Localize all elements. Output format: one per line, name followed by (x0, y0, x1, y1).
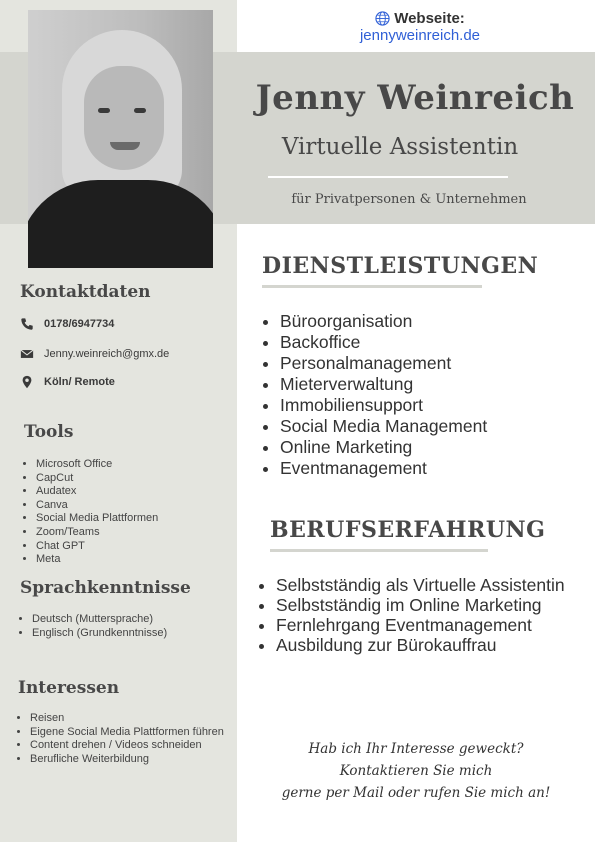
phone-number[interactable]: 0178/6947734 (44, 318, 115, 330)
list-item: • Fernlehrgang Eventmanagement (276, 615, 595, 635)
list-item: • Audatex (36, 485, 236, 499)
experience-heading: BERUFSERFAHRUNG (270, 517, 546, 543)
photo-body (28, 180, 213, 268)
closing-line: gerne per Mail oder rufen Sie mich an! (281, 785, 551, 801)
tools-heading: Tools (24, 422, 74, 442)
mail-icon (20, 347, 34, 361)
list-item: • Meta (36, 553, 236, 567)
photo-eye (134, 108, 146, 113)
person-name: Jenny Weinreich (255, 78, 575, 118)
phone-icon (20, 317, 34, 331)
list-item: • Selbstständig im Online Marketing (276, 595, 595, 615)
contact-location (20, 375, 115, 389)
list-item: • Ausbildung zur Bürokauffrau (276, 635, 595, 655)
closing-line: Hab ich Ihr Interesse geweckt? (308, 741, 524, 757)
title-divider (268, 176, 508, 178)
list-item: • Chat GPT (36, 540, 236, 554)
languages-heading: Sprachkenntnisse (20, 578, 191, 598)
list-item: • Immobiliensupport (280, 395, 487, 416)
closing-message (280, 738, 552, 804)
list-item: • Englisch (Grundkenntnisse) (32, 627, 242, 641)
contact-phone (20, 317, 114, 331)
globe-icon (375, 11, 390, 26)
website-label-text: Webseite: (394, 10, 465, 27)
target-audience: für Privatpersonen & Unternehmen (291, 192, 527, 207)
email-address[interactable]: Jenny.weinreich@gmx.de (44, 348, 170, 360)
website-label (335, 10, 505, 27)
list-item: • Content drehen / Videos schneiden (30, 739, 240, 753)
list-item: • Microsoft Office (36, 458, 236, 472)
list-item: • Büroorganisation (280, 311, 487, 332)
contact-email (20, 347, 169, 361)
profile-photo (28, 10, 213, 268)
list-item: • Eventmanagement (280, 458, 487, 479)
location-text: Köln/ Remote (44, 376, 115, 388)
interests-heading: Interessen (18, 678, 120, 698)
list-item: • Reisen (30, 712, 240, 726)
list-item: • Berufliche Weiterbildung (30, 753, 240, 767)
list-item: • Social Media Management (280, 416, 487, 437)
website-link[interactable]: jennyweinreich.de (359, 27, 481, 44)
list-item: • Eigene Social Media Plattformen führen (30, 726, 240, 740)
photo-mouth (110, 142, 140, 150)
job-title: Virtuelle Assistentin (281, 134, 519, 160)
photo-eye (98, 108, 110, 113)
experience-list (256, 575, 595, 655)
experience-divider (270, 549, 488, 552)
list-item: • Mieterverwaltung (280, 374, 487, 395)
list-item: • CapCut (36, 472, 236, 486)
list-item: • Backoffice (280, 332, 487, 353)
services-heading: DIENSTLEISTUNGEN (262, 253, 539, 279)
interests-list (14, 712, 240, 766)
services-divider (262, 285, 482, 288)
list-item: • Canva (36, 499, 236, 513)
contact-heading: Kontaktdaten (20, 282, 151, 302)
list-item: • Selbstständig als Virtuelle Assistentin (276, 575, 595, 595)
tools-list (20, 458, 236, 567)
list-item: • Deutsch (Muttersprache) (32, 613, 242, 627)
website-block (335, 10, 505, 44)
list-item: • Personalmanagement (280, 353, 487, 374)
list-item: • Online Marketing (280, 437, 487, 458)
list-item: • Social Media Plattformen (36, 512, 236, 526)
services-list (260, 311, 487, 479)
list-item: • Zoom/Teams (36, 526, 236, 540)
languages-list (16, 613, 242, 640)
photo-face (84, 66, 164, 170)
closing-line: Kontaktieren Sie mich (339, 763, 493, 779)
location-pin-icon (20, 375, 34, 389)
